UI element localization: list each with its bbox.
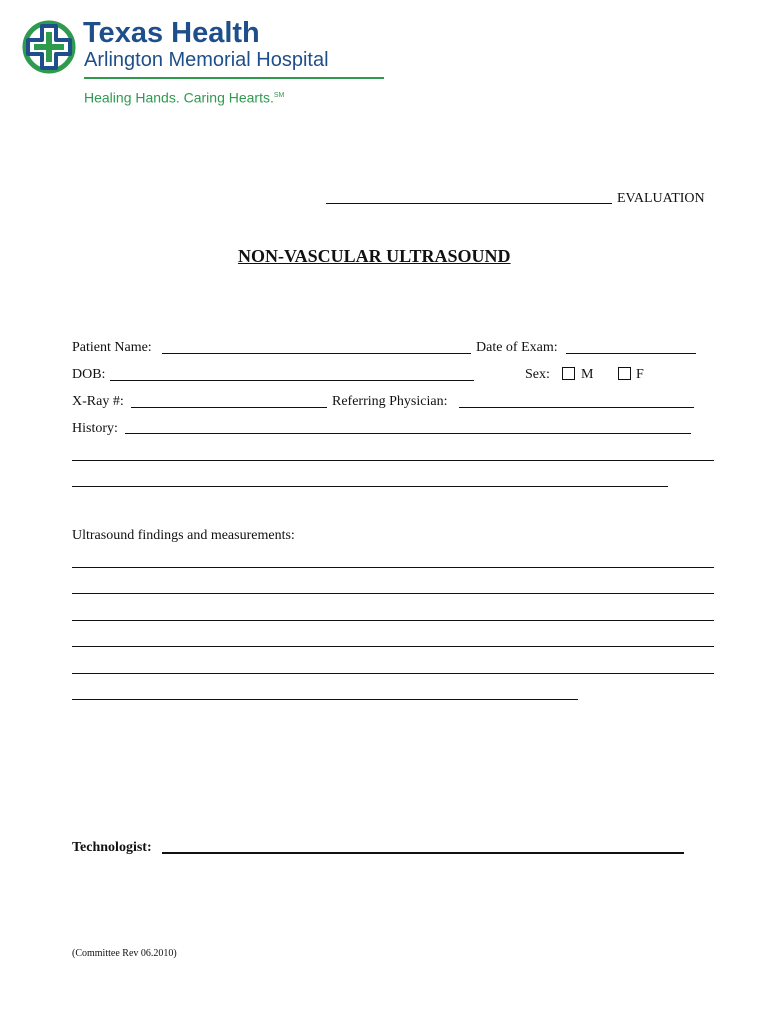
sex-m-checkbox[interactable]	[562, 367, 575, 380]
findings-line-5[interactable]	[72, 673, 714, 674]
xray-label: X-Ray #:	[72, 394, 124, 409]
date-of-exam-field[interactable]	[566, 353, 696, 354]
evaluation-type-line[interactable]	[326, 203, 612, 204]
dob-label: DOB:	[72, 367, 106, 382]
referring-physician-label: Referring Physician:	[332, 394, 448, 409]
evaluation-label: EVALUATION	[617, 191, 705, 206]
tagline-text: Healing Hands. Caring Hearts.	[84, 89, 274, 106]
patient-name-label: Patient Name:	[72, 340, 152, 355]
logo-divider	[84, 77, 384, 79]
findings-line-6[interactable]	[72, 699, 578, 700]
form-title: NON-VASCULAR ULTRASOUND	[238, 246, 511, 266]
referring-physician-field[interactable]	[459, 407, 694, 408]
sex-label: Sex:	[525, 367, 550, 382]
date-of-exam-label: Date of Exam:	[476, 340, 558, 355]
findings-line-3[interactable]	[72, 620, 714, 621]
tagline	[84, 87, 284, 107]
org-name: Texas Health	[83, 17, 260, 49]
history-label: History:	[72, 421, 118, 436]
service-mark: SM	[273, 92, 285, 99]
dob-field[interactable]	[110, 380, 474, 381]
history-field[interactable]	[125, 433, 691, 434]
sex-m-label: M	[581, 367, 594, 382]
technologist-label: Technologist:	[72, 840, 152, 855]
patient-name-field[interactable]	[162, 353, 471, 354]
technologist-field[interactable]	[162, 852, 684, 854]
xray-field[interactable]	[131, 407, 327, 408]
history-line-2[interactable]	[72, 460, 714, 461]
findings-label: Ultrasound findings and measurements:	[72, 528, 295, 543]
footer-revision-note: (Committee Rev 06.2010)	[72, 948, 177, 959]
history-line-3[interactable]	[72, 486, 668, 487]
findings-line-4[interactable]	[72, 646, 714, 647]
sex-f-label: F	[636, 367, 644, 382]
sex-f-checkbox[interactable]	[618, 367, 631, 380]
hospital-logo-icon	[22, 20, 76, 74]
findings-line-2[interactable]	[72, 593, 714, 594]
findings-line-1[interactable]	[72, 567, 714, 568]
org-subname: Arlington Memorial Hospital	[84, 49, 329, 71]
